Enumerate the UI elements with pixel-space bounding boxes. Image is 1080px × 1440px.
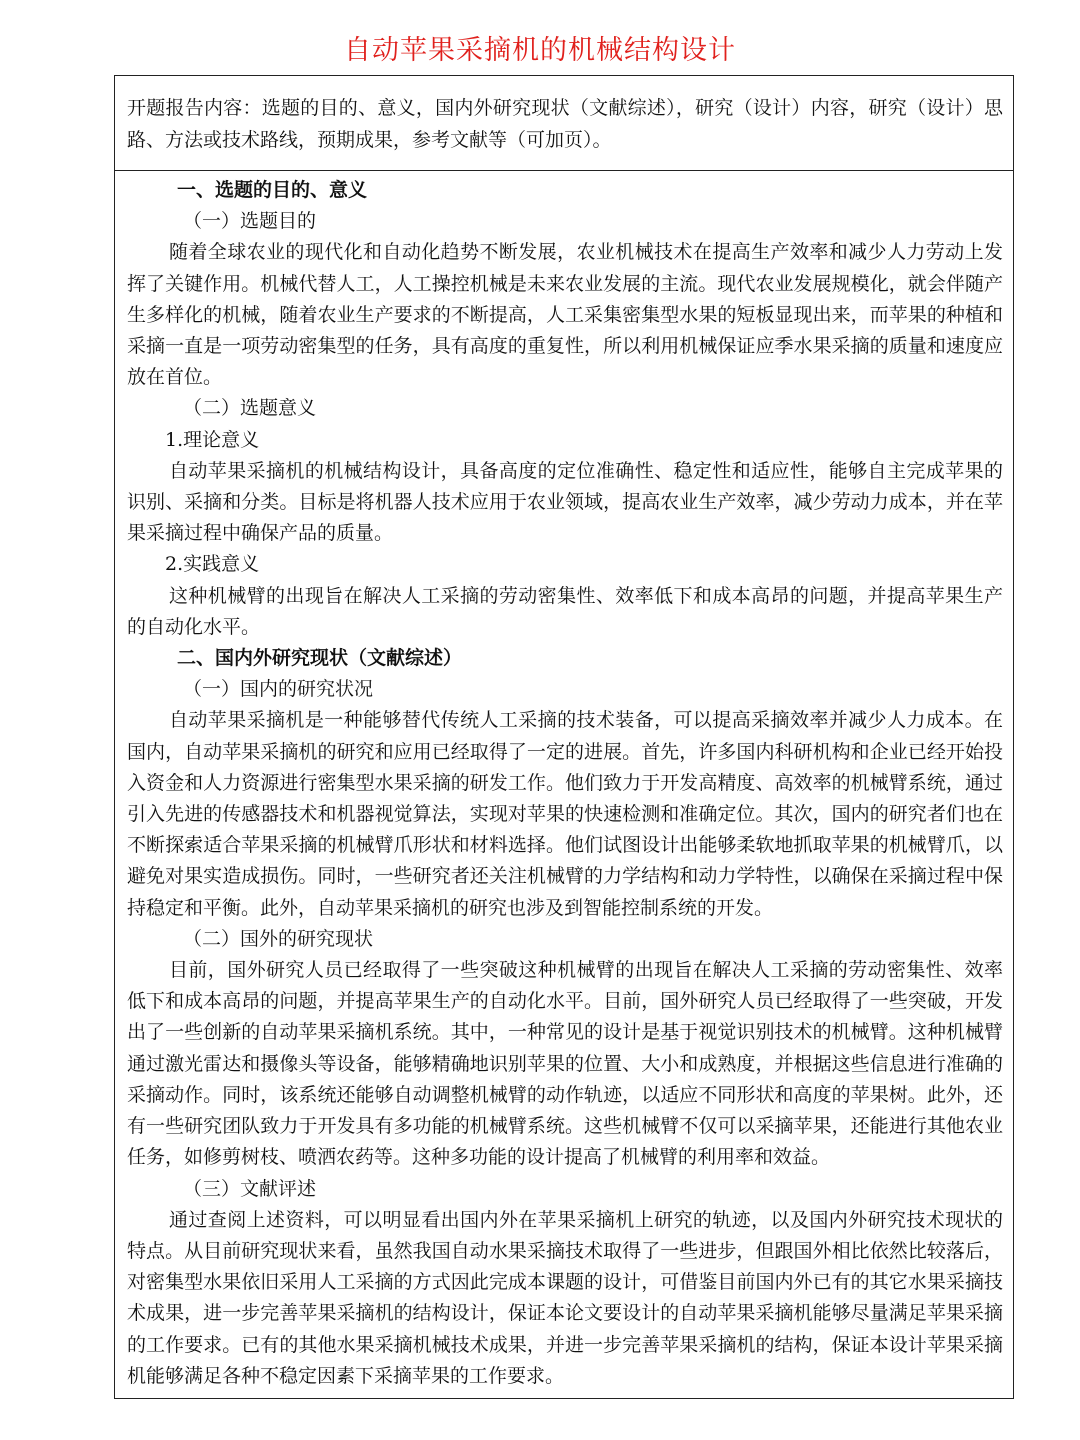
report-table (114, 75, 1014, 1399)
subsection-heading: （二）国外的研究现状 (183, 927, 374, 950)
subsection-heading: （一）选题目的 (183, 210, 317, 233)
body-paragraph: 这种机械臂的出现旨在解决人工采摘的劳动密集性、效率低下和成本高昂的问题，并提高苹果生产的自动化水平。 (127, 584, 1003, 638)
body-paragraph: 通过查阅上述资料，可以明显看出国内外在苹果采摘机上研究的轨迹，以及国内外研究技术现状的特点。从目前研究现状来看，虽然我国自动水果采摘技术取得了一些进步，但跟国外相比依然比较落后，对密集型水果依旧采用人工采摘的方式因此完成本课题的设计，可借鉴目前国内外已有的其它水果采摘技术成果，进一步完善苹果采摘机的结构设计，保证本论文要设计的自动苹果采摘机能够尽量满足苹果采摘的工作要求。已有的其他水果采摘机械技术成果，并进一步完善苹果采摘机的结构，保证本设计苹果采摘机能够满足各种不稳定因素下采摘苹果的工作要求。 (127, 1208, 1003, 1387)
body-paragraph: 自动苹果采摘机是一种能够替代传统人工采摘的技术装备，可以提高采摘效率并减少人力成本。在国内，自动苹果采摘机的研究和应用已经取得了一定的进展。首先，许多国内科研机构和企业已经开始投入资金和人力资源进行密集型水果采摘的研发工作。他们致力于开发高精度、高效率的机械臂系统，通过引入先进的传感器技术和机器视觉算法，实现对苹果的快速检测和准确定位。其次，国内的研究者们也在不断探索适合苹果采摘的机械臂爪形状和材料选择。他们试图设计出能够柔软地抓取苹果的机械臂爪，以避免对果实造成损伤。同时，一些研究者还关注机械臂的力学结构和动力学特性，以确保在采摘过程中保持稳定和平衡。此外，自动苹果采摘机的研究也涉及到智能控制系统的开发。 (127, 709, 1003, 919)
intro-cell: 开题报告内容：选题的目的、意义，国内外研究现状（文献综述），研究（设计）内容，研究（设计）思路、方法或技术路线，预期成果，参考文献等（可加页）。 (115, 76, 1013, 171)
section-heading: 二、国内外研究现状（文献综述） (177, 647, 463, 670)
subsection-heading: （三）文献评述 (183, 1177, 317, 1200)
section-heading: 一、选题的目的、意义 (177, 179, 368, 201)
numbered-heading: 2.实践意义 (165, 553, 260, 576)
content-cell (115, 171, 1013, 1398)
body-paragraph: 自动苹果采摘机的机械结构设计，具备高度的定位准确性、稳定性和适应性，能够自主完成苹果的识别、采摘和分类。目标是将机器人技术应用于农业领域，提高农业生产效率，减少劳动力成本，并在苹果采摘过程中确保产品的质量。 (127, 459, 1003, 545)
body-paragraph: 目前，国外研究人员已经取得了一些突破这种机械臂的出现旨在解决人工采摘的劳动密集性、效率低下和成本高昂的问题，并提高苹果生产的自动化水平。目前，国外研究人员已经取得了一些突破，开发出了一些创新的自动苹果采摘机系统。其中，一种常见的设计是基于视觉识别技术的机械臂。这种机械臂通过激光雷达和摄像头等设备，能够精确地识别苹果的位置、大小和成熟度，并根据这些信息进行准确的采摘动作。同时，该系统还能够自动调整机械臂的动作轨迹，以适应不同形状和高度的苹果树。此外，还有一些研究团队致力于开发具有多功能的机械臂系统。这些机械臂不仅可以采摘苹果，还能进行其他农业任务，如修剪树枝、喷洒农药等。这种多功能的设计提高了机械臂的利用率和效益。 (127, 959, 1003, 1169)
body-paragraph: 随着全球农业的现代化和自动化趋势不断发展，农业机械技术在提高生产效率和减少人力劳动上发挥了关键作用。机械代替人工，人工操控机械是未来农业发展的主流。现代农业发展规模化，就会伴随产生多样化的机械，随着农业生产要求的不断提高，人工采集密集型水果的短板显现出来，而苹果的种植和采摘一直是一项劳动密集型的任务，具有高度的重复性，所以利用机械保证应季水果采摘的质量和速度应放在首位。 (127, 241, 1003, 389)
subsection-heading: （二）选题意义 (183, 397, 317, 420)
document-title: 自动苹果采摘机的机械结构设计 (344, 35, 736, 66)
subsection-heading: （一）国内的研究状况 (183, 678, 374, 701)
numbered-heading: 1.理论意义 (165, 428, 260, 451)
